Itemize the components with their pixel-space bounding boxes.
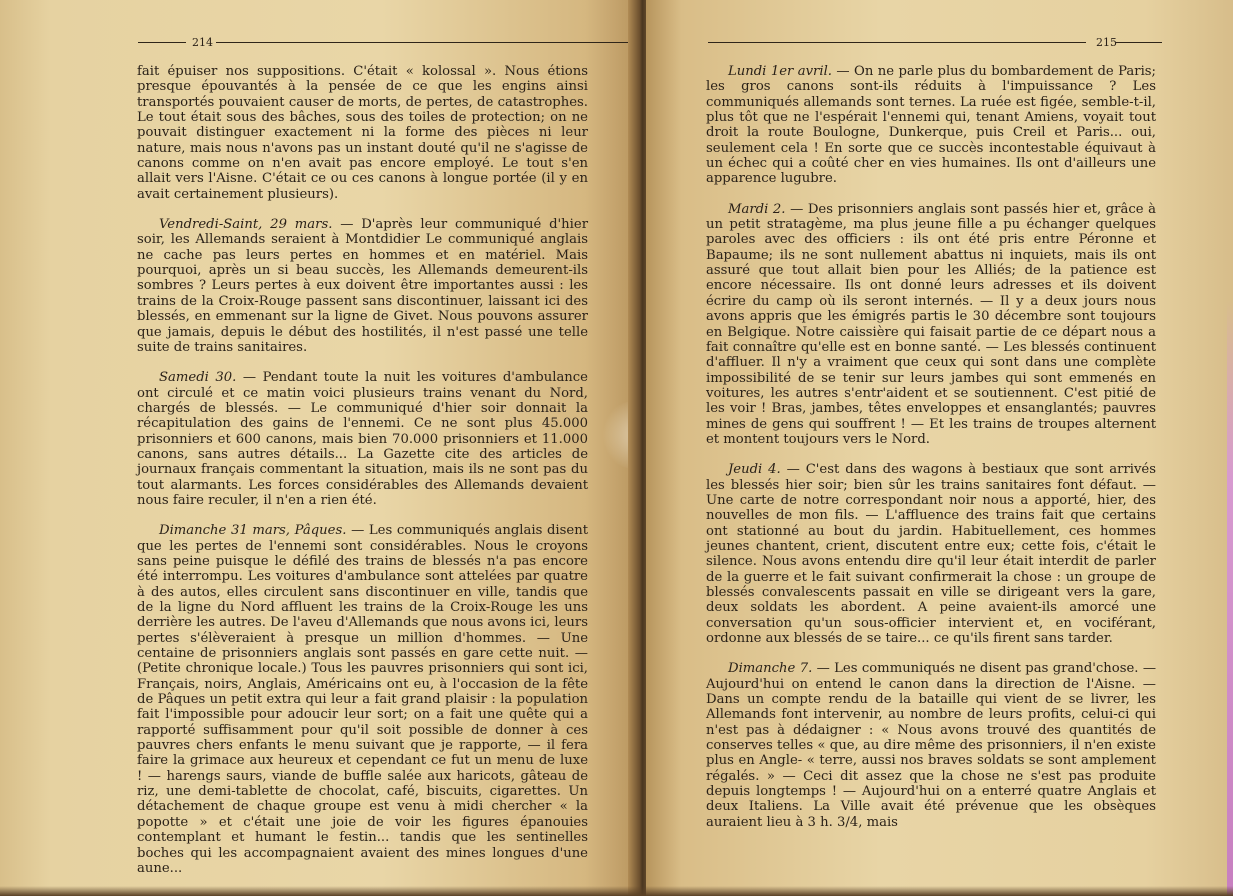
left-page-header	[120, 34, 590, 50]
paragraph-body: — C'est dans des wagons à bestiaux que sont arrivés les blessés hier soir; bien sûr les trains sanitaires font défaut. — Une carte de notre correspondant noir nous a apporté, hier, des nouvelles de mon fils. — L'affluence des trains fait que certains ont stationné au bout du jardin. Habituellement, ces hommes jeunes chantent, crient, discutent entre eux; cette fois, c'était le silence. Nous avons entendu dire qu'il leur était interdit de parler de la guerre et le fait suivant confirmerait la chose : un groupe de blessés convalescents passait en ville se dirigeant vers la gare, deux soldats les abordent. A peine avaient-ils amorcé une conversation qu'un sous-officier intervient et, en vociférant, ordonne aux blessés de se taire... ce qu'ils firent sans tarder.	[706, 462, 1156, 647]
page-number: 214	[192, 36, 213, 49]
entry-date: Samedi 30.	[159, 370, 237, 386]
paragraph	[137, 217, 588, 355]
paragraph	[137, 370, 588, 508]
entry-date: Dimanche 7.	[728, 661, 813, 677]
paragraph-body: — Pendant toute la nuit les voitures d'ambulance ont circulé et ce matin voici plusieurs trains venant du Nord, chargés de blessés. — Le communiqué d'hier soir donnait la récapitulation des gains de l'ennemi. Ce ne sont plus 45.000 prisonniers et 600 canons, mais bien 70.000 prisonniers et 11.000 canons, sans autres détails... La Gazette cite des articles de journaux français commentant la situation, mais ils ne sont pas du tout alarmants. Les forces considérables des Allemands devaient nous faire reculer, il n'en a rien été.	[137, 370, 588, 508]
entry-date: Vendredi-Saint, 29 mars.	[159, 217, 333, 233]
page-number: 215	[1096, 36, 1117, 49]
paragraph	[706, 202, 1156, 448]
right-page	[646, 0, 1233, 896]
paragraph-body: fait épuiser nos suppositions. C'était « kolossal ». Nous étions presque épouvantés à la pensée de ce que les engins ainsi transportés pouvaient causer de morts, de pertes, de catastrophes. Le tout était sous des bâches, sous des toiles de protection; on ne pouvait distinguer exactement ni la forme des pièces ni leur nature, mais nous n'avons pas un instant douté qu'il ne s'agisse de canons comme on n'en avait pas encore employé. Le tout s'en allait vers l'Aisne. C'était ce ou ces canons à longue portée (il y en avait certainement plusieurs).	[137, 64, 588, 202]
paragraph	[706, 661, 1156, 830]
paragraph-body: — Les communiqués ne disent pas grand'chose. — Aujourd'hui on entend le canon dans la direction de l'Aisne. — Dans un compte rendu de la bataille qui vient de se livrer, les Allemands font intervenir, au nombre de leurs profits, celui-ci qui n'est pas à dédaigner : « Nous avons trouvé des quantités de conserves telles « que, au dire même des prisonniers, il n'en existe plus en Angle- « terre, aussi nos braves soldats se sont amplement régalés. » — Ceci dit assez que la chose ne s'est pas produite depuis longtemps ! — Aujourd'hui on a enterré quatre Anglais et deux Italiens. La Ville avait été prévenue que les obsèques auraient lieu à 3 h. 3/4, mais	[706, 661, 1157, 830]
left-page-text	[137, 64, 588, 891]
header-rule	[138, 42, 186, 43]
header-rule	[216, 42, 636, 43]
entry-date: Jeudi 4.	[728, 462, 781, 478]
paragraph	[706, 64, 1156, 187]
paragraph-body: — D'après leur communiqué d'hier soir, les Allemands seraient à Montdidier Le communiqué anglais ne cache pas leurs pertes en hommes et en matériel. Mais pourquoi, après un si beau succès, les Allemands demeurent-ils sombres ? Leurs pertes à eux doivent être importantes aussi : les trains de la Croix-Rouge passent sans discontinuer, laissant ici des blessés, en emmenant sur la ligne de Givet. Nous pouvons assurer que jamais, depuis le début des hostilités, il n'est passé une telle suite de trains sanitaires.	[137, 217, 588, 355]
paragraph	[137, 64, 588, 202]
paragraph-body: — Des prisonniers anglais sont passés hier et, grâce à un petit stratagème, ma plus jeune fille a pu échanger quelques paroles avec des officiers : ils ont été pris entre Péronne et Bapaume; ils ne sont nullement abattus ni inquiets, mais ils ont assuré que tout allait bien pour les Alliés; de la patience est encore nécessaire. Ils ont donné leurs adresses et ils doivent écrire du camp où ils seront internés. — Il y a deux jours nous avons appris que les émigrés partis le 30 décembre sont toujours en Belgique. Notre caissière qui faisait partie de ce départ nous a fait connaître qu'elle est en bonne santé. — Les blessés continuent d'affluer. Il n'y a vraiment que ceux qui sont dans une complète impossibilité de se tenir sur leurs jambes qui sont emmenés en voitures, les autres s'entr'aident et se soutiennent. C'est pitié de les voir ! Bras, jambes, têtes enveloppes et ensanglantés; pauvres mines de gens qui souffrent ! — Et les trains de troupes alternent et montent toujours vers le Nord.	[706, 201, 1156, 447]
entry-date: Lundi 1er avril.	[728, 64, 832, 79]
page-bottom-edge	[0, 886, 1233, 896]
page-edge-tint	[1227, 300, 1233, 896]
paragraph	[706, 462, 1156, 646]
right-page-header	[708, 34, 1198, 50]
header-rule	[1116, 42, 1162, 43]
header-rule	[708, 42, 1086, 43]
entry-date: Dimanche 31 mars, Pâques.	[159, 523, 347, 539]
entry-date: Mardi 2.	[728, 201, 786, 217]
right-page-text	[706, 64, 1156, 845]
paragraph-body: — Les communiqués anglais disent que les pertes de l'ennemi sont considérables. Nous le croyons sans peine puisque le défilé des trains de blessés n'a pas encore été interrompu. Les voitures d'ambulance sont attelées par quatre à des autos, elles circulent sans discontinuer en ville, tandis que de la ligne du Nord affluent les trains de la Croix-Rouge les uns derrière les autres. De l'aveu d'Allemands que nous avons ici, leurs pertes s'élèveraient à presque un million d'hommes. — Une centaine de prisonniers anglais sont passés en gare cette nuit. — (Petite chronique locale.) Tous les pauvres prisonniers qui sont ici, Français, noirs, Anglais, Américains ont eu, à l'occasion de la fête de Pâques un petit extra qui leur a fait grand plaisir : la population fait l'impossible pour adoucir leur sort; on a fait une quête qui a rapporté suffisamment pour qu'il soit possible de donner à ces pauvres chers enfants le menu suivant que je rapporte, — il fera faire la grimace aux heureux et cependant ce fut un menu de luxe ! — harengs saurs, viande de buffle salée aux haricots, gâteau de riz, une demi-tablette de chocolat, café, biscuits, cigarettes. Un détachement de chaque groupe est venu à midi chercher « la popotte » et c'était une joie de voir les figures épanouies contemplant et humant le festin... tandis que les sentinelles boches qui les accompagnaient avaient des mines longues d'une aune...	[137, 523, 588, 876]
paragraph	[137, 523, 588, 876]
paragraph-body: — On ne parle plus du bombardement de Paris; les gros canons sont-ils réduits à l'impuissance ? Les communiqués allemands sont ternes. La ruée est figée, semble-t-il, plus tôt que ne l'espérait l'ennemi qui, tenant Amiens, voyait tout droit la route Boulogne, Dunkerque, puis Creil et Paris... oui, seulement cela ! En sorte que ce succès incontestable équivaut à un échec qui a coûté cher en vies humaines. Ils ont d'ailleurs une apparence lugubre.	[706, 64, 1156, 187]
